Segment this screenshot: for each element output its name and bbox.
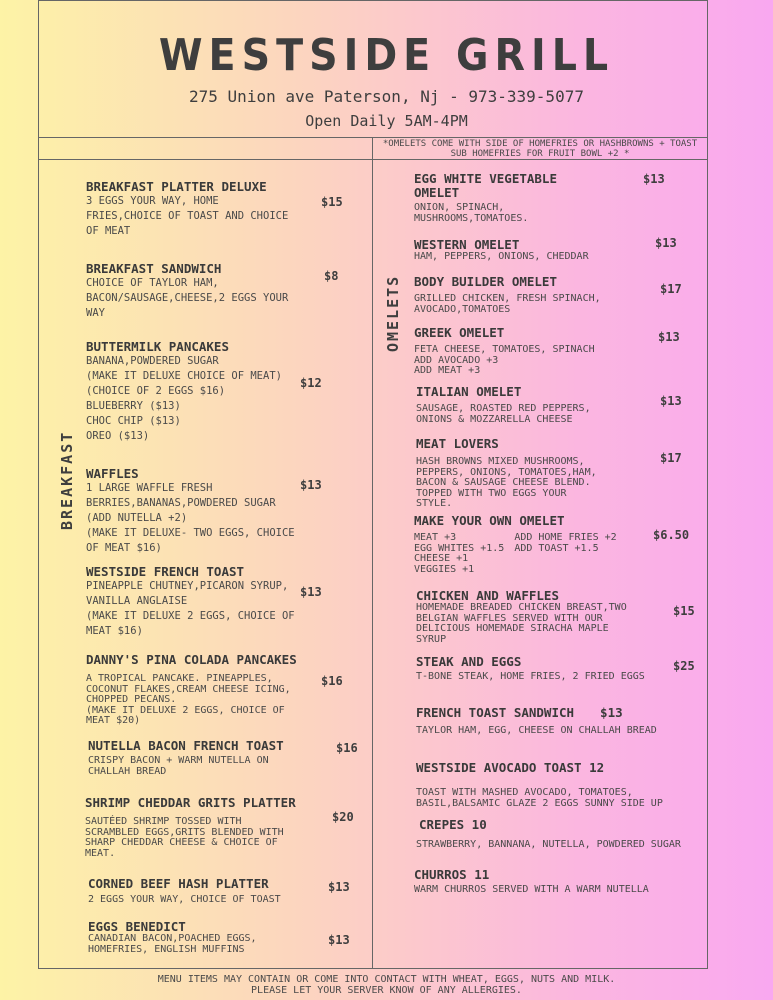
item-name: FRENCH TOAST SANDWICH xyxy=(416,705,575,720)
item-price: $15 xyxy=(673,604,695,618)
item-name: BREAKFAST PLATTER DELUXE xyxy=(86,179,267,194)
menu-item: BUTTERMILK PANCAKES BANANA,POWDERED SUGAR (MAKE IT DELUXE CHOICE OF MEAT) (CHOICE OF 2 EGGS $16) BLUEBERRY ($13) CHOC CHIP ($13) OREO ($13) xyxy=(86,339,282,442)
item-name: WAFFLES xyxy=(86,466,139,481)
item-price: $13 xyxy=(655,236,677,250)
left-header-divider xyxy=(38,159,372,160)
item-price: $13 xyxy=(300,478,322,492)
item-name: EGGS BENEDICT xyxy=(88,919,186,934)
item-name: BODY BUILDER OMELET xyxy=(414,274,557,289)
menu-item: CREPES 10 STRAWBERRY, BANNANA, NUTELLA, POWDERED SUGAR xyxy=(416,817,681,850)
menu-item: BREAKFAST PLATTER DELUXE 3 EGGS YOUR WAY, HOME FRIES,CHOICE OF TOAST AND CHOICE OF MEAT xyxy=(86,179,289,237)
item-price: $17 xyxy=(660,451,682,465)
menu-item: CHURROS 11 WARM CHURROS SERVED WITH A WARM NUTELLA xyxy=(414,867,649,895)
item-name: MEAT LOVERS xyxy=(416,436,499,451)
item-name: GREEK OMELET xyxy=(414,325,505,340)
item-name: MAKE YOUR OWN OMELET xyxy=(414,513,565,528)
item-name: BUTTERMILK PANCAKES xyxy=(86,339,229,354)
breakfast-section-label: BREAKFAST xyxy=(58,430,76,530)
item-price: $20 xyxy=(332,810,354,824)
menu-item: BODY BUILDER OMELET GRILLED CHICKEN, FRESH SPINACH, AVOCADO,TOMATOES xyxy=(414,274,601,315)
omelets-section-label: OMELETS xyxy=(384,274,402,352)
right-header-divider xyxy=(372,159,708,160)
menu-item: FRENCH TOAST SANDWICH $13 TAYLOR HAM, EGG, CHEESE ON CHALLAH BREAD xyxy=(416,705,657,736)
menu-item: ITALIAN OMELET SAUSAGE, ROASTED RED PEPPERS, ONIONS & MOZZARELLA CHEESE xyxy=(416,384,591,425)
item-name: CREPES 10 xyxy=(419,817,487,832)
item-price: $13 xyxy=(658,330,680,344)
hours: Open Daily 5AM-4PM xyxy=(305,112,468,130)
restaurant-name: WESTSIDE GRILL xyxy=(158,30,615,81)
item-name: SHRIMP CHEDDAR GRITS PLATTER xyxy=(85,795,296,810)
item-name: DANNY'S PINA COLADA PANCAKES xyxy=(86,652,297,667)
item-price: $6.50 xyxy=(653,528,690,542)
omelet-note: *OMELETS COME WITH SIDE OF HOMEFRIES OR HASHBROWNS + TOAST SUB HOMEFRIES FOR FRUIT BOWL +2 * xyxy=(382,139,698,159)
menu-item: DANNY'S PINA COLADA PANCAKES A TROPICAL PANCAKE. PINEAPPLES, COCONUT FLAKES,CREAM CHEESE ICING, CHOPPED PECANS. (MAKE IT DELUXE 2 EGGS, CHOICE OF MEAT $20) xyxy=(86,652,297,726)
menu-item: MAKE YOUR OWN OMELET MEAT +3 EGG WHITES +1.5 CHEESE +1 VEGGIES +1 ADD HOME FRIES +2 ADD TOAST +1.5 xyxy=(414,513,617,575)
item-name-line2: OMELET xyxy=(414,185,460,200)
item-name: WESTSIDE AVOCADO TOAST 12 xyxy=(416,760,605,775)
column-divider xyxy=(372,137,373,969)
allergy-footer: MENU ITEMS MAY CONTAIN OR COME INTO CONTACT WITH WHEAT, EGGS, NUTS AND MILK. PLEASE LET YOUR SERVER KNOW OF ANY ALLERGIES. xyxy=(157,974,616,996)
menu-item: SHRIMP CHEDDAR GRITS PLATTER SAUTÉED SHRIMP TOSSED WITH SCRAMBLED EGGS,GRITS BLENDED WITH SHARP CHEDDAR CHEESE & CHOICE OF MEAT. xyxy=(85,795,296,859)
menu-item: EGG WHITE VEGETABLE OMELET ONION, SPINACH, MUSHROOMS,TOMATOES. xyxy=(414,171,557,224)
menu-item: BREAKFAST SANDWICH CHOICE OF TAYLOR HAM, BACON/SAUSAGE,CHEESE,2 EGGS YOUR WAY xyxy=(86,261,289,319)
item-price: $13 xyxy=(600,705,623,720)
item-price: $12 xyxy=(300,376,322,390)
item-price: $15 xyxy=(321,195,343,209)
item-name: STEAK AND EGGS xyxy=(416,654,522,669)
item-name: NUTELLA BACON FRENCH TOAST xyxy=(88,738,284,753)
item-price: $17 xyxy=(660,282,682,296)
item-name: WESTSIDE FRENCH TOAST xyxy=(86,564,245,579)
menu-item: WAFFLES 1 LARGE WAFFLE FRESH BERRIES,BANANAS,POWDERED SUGAR (ADD NUTELLA +2) (MAKE IT DELUXE- TWO EGGS, CHOICE OF MEAT $16) xyxy=(86,466,295,554)
item-name: ITALIAN OMELET xyxy=(416,384,522,399)
menu-item: MEAT LOVERS HASH BROWNS MIXED MUSHROOMS, PEPPERS, ONIONS, TOMATOES,HAM, BACON & SAUSAGE CHEESE BLEND. TOPPED WITH TWO EGGS YOUR STYLE. xyxy=(416,436,597,509)
menu-item: CHICKEN AND WAFFLES HOMEMADE BREADED CHICKEN BREAST,TWO BELGIAN WAFFLES SERVED WITH OUR DELICIOUS HOMEMADE SIRACHA MAPLE SYRUP xyxy=(416,588,627,645)
address-phone: 275 Union ave Paterson, Nj - 973-339-5077 xyxy=(189,87,584,106)
item-name: CHICKEN AND WAFFLES xyxy=(416,588,559,603)
item-price: $13 xyxy=(643,172,665,186)
item-name: EGG WHITE VEGETABLE xyxy=(414,171,557,186)
item-price: $16 xyxy=(321,674,343,688)
item-name: BREAKFAST SANDWICH xyxy=(86,261,222,276)
item-price: $13 xyxy=(328,880,350,894)
header-divider xyxy=(38,137,708,138)
item-price: $13 xyxy=(660,394,682,408)
menu-item: STEAK AND EGGS T-BONE STEAK, HOME FRIES, 2 FRIED EGGS xyxy=(416,654,645,682)
item-price: $13 xyxy=(328,933,350,947)
menu-item: EGGS BENEDICT CANADIAN BACON,POACHED EGGS, HOMEFRIES, ENGLISH MUFFINS xyxy=(88,919,257,955)
menu-item: GREEK OMELET FETA CHEESE, TOMATOES, SPINACH ADD AVOCADO +3 ADD MEAT +3 xyxy=(414,325,595,376)
item-price: $25 xyxy=(673,659,695,673)
item-name: CORNED BEEF HASH PLATTER xyxy=(88,876,269,891)
item-price: $8 xyxy=(324,269,339,283)
item-name: CHURROS 11 xyxy=(414,867,490,882)
item-price: $16 xyxy=(336,741,358,755)
menu-item: WESTERN OMELET HAM, PEPPERS, ONIONS, CHEDDAR xyxy=(414,237,589,262)
item-name: WESTERN OMELET xyxy=(414,237,520,252)
item-price: $13 xyxy=(300,585,322,599)
menu-item: WESTSIDE AVOCADO TOAST 12 TOAST WITH MASHED AVOCADO, TOMATOES, BASIL,BALSAMIC GLAZE 2 EGGS SUNNY SIDE UP xyxy=(416,760,663,809)
menu-item: CORNED BEEF HASH PLATTER 2 EGGS YOUR WAY, CHOICE OF TOAST xyxy=(88,876,281,905)
menu-item: NUTELLA BACON FRENCH TOAST CRISPY BACON + WARM NUTELLA ON CHALLAH BREAD xyxy=(88,738,284,777)
menu-item: WESTSIDE FRENCH TOAST PINEAPPLE CHUTNEY,PICARON SYRUP, VANILLA ANGLAISE (MAKE IT DELUXE 2 EGGS, CHOICE OF MEAT $16) xyxy=(86,564,295,637)
